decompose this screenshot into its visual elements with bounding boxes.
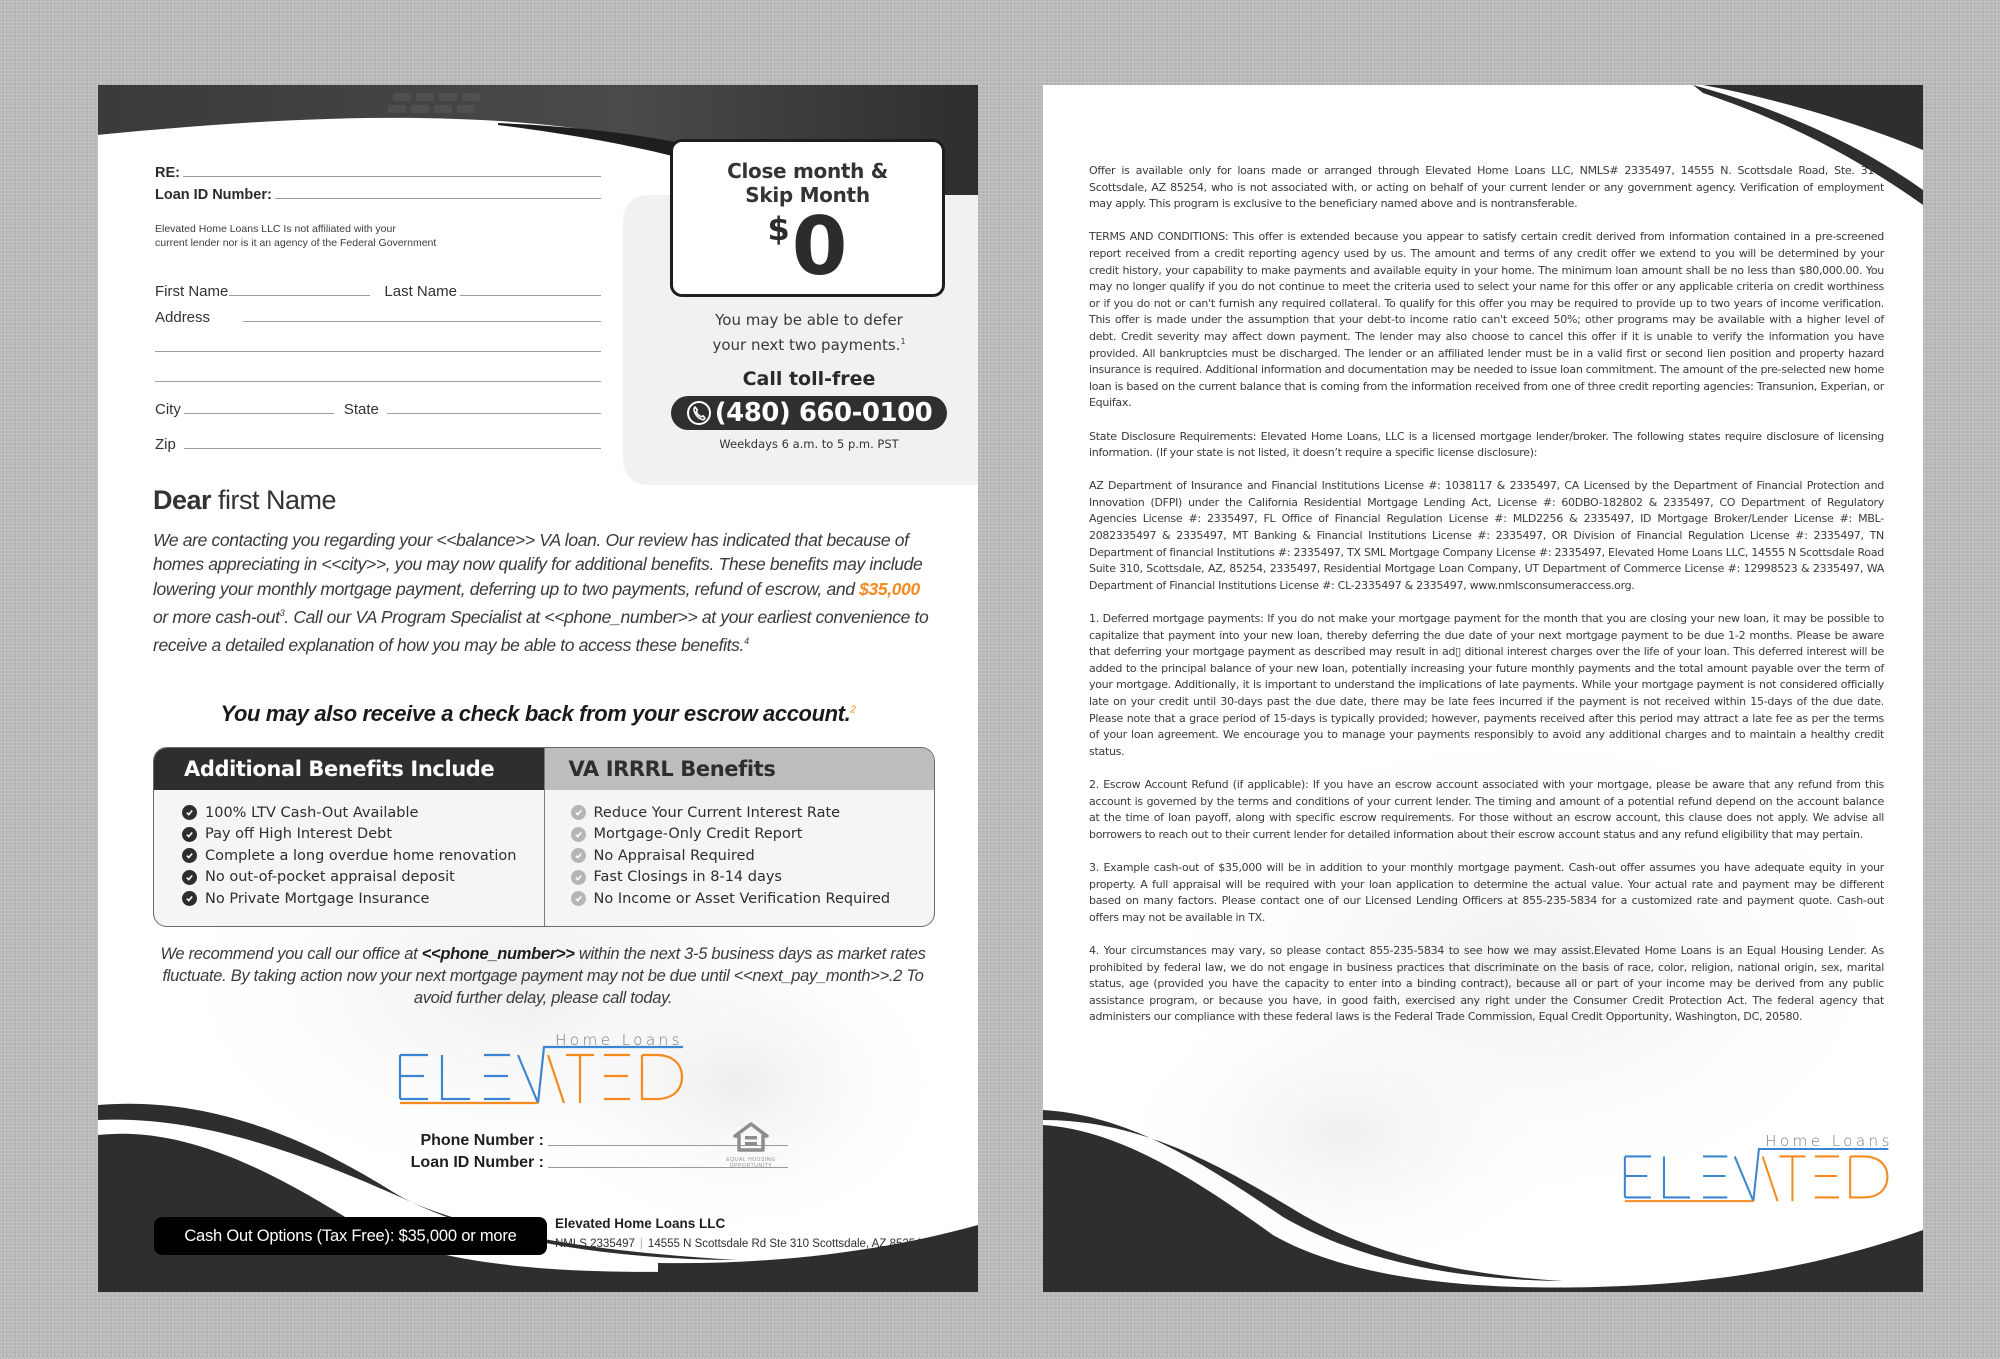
offer-amount xyxy=(673,200,942,301)
state-disclosure-paragraph: State Disclosure Requirements: Elevated Home Loans, LLC is a licensed mortgage lender/broker. The following states require disclosure of licensing information. (If your state is not listed, it doesn’t require a specific license disclosure): xyxy=(1089,429,1884,460)
benefit-text: No Private Mortgage Insurance xyxy=(205,890,430,907)
office-hours: Weekdays 6 a.m. to 5 p.m. PST xyxy=(719,437,899,451)
re-input-line[interactable] xyxy=(183,176,601,177)
check-circle-icon xyxy=(182,870,197,885)
va-irrrl-benefits-title: VA IRRRL Benefits xyxy=(545,748,935,790)
offer-title-line: Close month & xyxy=(727,159,888,183)
benefit-item xyxy=(571,845,935,867)
benefit-item xyxy=(182,888,544,910)
footnote-marker: 1 xyxy=(900,337,906,346)
terms-conditions-paragraph: TERMS AND CONDITIONS: This offer is extended because you appear to satisfy certain credit derived from information contained in a pre-screened report received from a credit reporting agency used by us. The amount and terms of any credit offer we extend to you will be determined by your credit history, your capability to make payments and available equity in your home. The minimum loan amount shall be no less than $80,000.00. You may no longer qualify if you do not continue to meet the criteria used to select your name for this offer or any applicable criteria on credit worthiness or if you do not or can't furnish any required collateral. To qualify for this offer you may be required to provide up to two years of income verification. This offer is made under the assumption that your debt-to income ratio can't exceed 50%; other programs may be available with a higher level of debt. Credit severity may affect down payment. The lender may also choose to cancel this offer if it is unable to verify the information you have provided. All bankruptcies must be discharged. The lender or an affiliated lender must be in a valid first or second lien position and property hazard insurance is required. Additional information and documentation may be needed to issue loan commitment. The amount of the pre-selected new home loan is based on the current balance that is coming from the information received from one of three credit reporting agencies: Transunion, Experian, or Equifax. xyxy=(1089,230,1884,410)
address-row-3 xyxy=(155,356,601,386)
cash-out-amount-highlight: $35,000 xyxy=(859,578,920,599)
benefit-text: Pay off High Interest Debt xyxy=(205,826,393,843)
elevated-logo xyxy=(1623,1132,1893,1207)
benefit-text: Complete a long overdue home renovation xyxy=(205,847,517,864)
company-street-address: 14555 N Scottsdale Rd Ste 310 Scottsdale, AZ 85254 xyxy=(647,1238,922,1250)
body-text: . Call our VA Program Specialist at <<phone_number>> at your earliest convenience to receive a detailed explanation of how you may be able to access these benefits. xyxy=(153,606,929,655)
phone-placeholder: <<phone_number>> xyxy=(421,945,575,963)
check-circle-icon xyxy=(571,870,586,885)
benefit-item xyxy=(571,867,935,889)
phone-number-field[interactable] xyxy=(248,1128,788,1150)
eho-line: OPPORTUNITY xyxy=(729,1163,773,1169)
currency-symbol: $ xyxy=(767,210,790,248)
check-circle-icon xyxy=(182,848,197,863)
greeting-bold: Dear xyxy=(153,485,212,515)
body-text: We are contacting you regarding your <<balance>> VA loan. Our review has indicated that because of homes appreciating in <<city>>, you may now qualify for additional benefits. These benefits may include lowering your monthly mortgage payment, deferring up to two payments, refund of escrow, and xyxy=(153,530,923,599)
address-line-1[interactable] xyxy=(243,321,601,322)
terms-and-disclosures xyxy=(1089,163,1884,1042)
disclaimer-line: current lender nor is it an agency of the Federal Government xyxy=(155,237,437,249)
response-fields xyxy=(248,1128,788,1172)
benefit-text: Mortgage-Only Credit Report xyxy=(593,826,803,843)
benefit-text: No Appraisal Required xyxy=(593,847,755,864)
defer-line: your next two payments. xyxy=(712,336,901,354)
additional-benefits-column xyxy=(154,748,544,926)
loan-id-label: Loan ID Number: xyxy=(155,187,272,203)
benefit-text: Fast Closings in 8-14 days xyxy=(593,869,782,886)
benefit-text: 100% LTV Cash-Out Available xyxy=(205,804,419,821)
affiliation-disclaimer xyxy=(155,222,515,250)
benefit-item xyxy=(571,824,935,846)
footnote-marker: 4 xyxy=(744,636,749,647)
recommend-text: We recommend you call our office at xyxy=(160,945,422,963)
zip-label: Zip xyxy=(155,436,176,453)
benefit-text: No Income or Asset Verification Required xyxy=(593,890,891,907)
skip-month-offer-box xyxy=(670,139,945,297)
offer-title-line: Skip Month xyxy=(745,183,870,207)
check-circle-icon xyxy=(182,827,197,842)
re-label: RE: xyxy=(155,165,180,181)
additional-benefits-title: Additional Benefits Include xyxy=(154,748,544,790)
benefit-text: Reduce Your Current Interest Rate xyxy=(593,804,841,821)
divider: | xyxy=(639,1238,643,1250)
recommend-text: within the next 3-5 business days as market rates fluctuate. By taking action now your next mortgage payment may not be due until <<next_pay_month>>.2 To avoid further delay, please call today. xyxy=(162,945,926,1007)
disclaimer-line: Elevated Home Loans LLC Is not affiliated with your xyxy=(155,223,396,235)
company-name: Elevated Home Loans LLC xyxy=(555,1216,726,1231)
check-circle-icon xyxy=(182,805,197,820)
footnote-3-paragraph: 3. Example cash-out of $35,000 will be in addition to your monthly mortgage payment. Cash-out offer assumes you have adequate equity in your property. A full appraisal will be required with your loan application to determine the actual value. Your actual rate and payment may be different based on many factors. Please contact one of our Licensed Lending Officers at 855-235-5834 for a customized rate and payment quote. Cash-out offers may not be available in TX. xyxy=(1089,860,1884,924)
zip-row xyxy=(155,418,601,453)
check-circle-icon xyxy=(182,891,197,906)
eho-line: EQUAL HOUSING xyxy=(726,1157,776,1163)
address-row xyxy=(155,300,601,326)
company-address-line xyxy=(555,1238,922,1250)
nmls-number: NMLS 2335497 xyxy=(555,1238,635,1250)
phone-icon xyxy=(686,400,712,426)
last-name-line[interactable] xyxy=(460,295,601,296)
re-field[interactable] xyxy=(155,159,601,181)
loan-id-field[interactable] xyxy=(155,181,601,203)
check-circle-icon xyxy=(571,848,586,863)
offer-paragraph: Offer is available only for loans made or arranged through Elevated Home Loans LLC, NMLS# 2335497, 14555 N. Scottsdale Road, Ste. 310, Scottsdale, AZ 85254, who is not associated with, or acting on behalf of your current lender or any government agency. Verification of employment may apply. This program is exclusive to the beneficiary named above and is nontransferable. xyxy=(1089,164,1884,211)
first-name-line[interactable] xyxy=(229,295,370,296)
footnote-1-paragraph: 1. Deferred mortgage payments: If you do not make your mortgage payment for the month that you are closing your new loan, it may be possible to capitalize that payment into your new loan, thereby deferring the due date of your next mortgage payment to be due 1-2 months. Please be aware that deferring your mortgage payment as described may result in ad▯ ditional interest charges over the life of your loan. This deferred interest will be added to the principal balance of your new loan, potentially increasing your future monthly payments and the total amount payable over the term of your mortgage. Additionally, it is important to understand the implications of late payments. While your mortgage payment is not considered officially late on your credit until 30-days past the due date, there may be late fees incurred if the payment is not received within 15-days of the due date. Please note that a grace period of 15-days is typically provided; however, payments received after this period may attract a late fee as per the terms of your loan agreement. We encourage you to manage your payments responsibly to avoid any additional charges and to maintain a healthy credit status. xyxy=(1089,612,1884,758)
benefit-item xyxy=(182,824,544,846)
call-toll-free-label: Call toll-free xyxy=(742,368,876,390)
city-label: City xyxy=(155,401,181,418)
benefit-item xyxy=(571,888,935,910)
call-recommendation xyxy=(158,943,928,1009)
mailer-back-page xyxy=(1043,85,1923,1292)
amount-value: 0 xyxy=(791,200,848,293)
address-line-2[interactable] xyxy=(155,351,601,352)
zip-line[interactable] xyxy=(184,448,601,449)
recipient-reference-block xyxy=(155,159,601,203)
cash-out-options-badge: Cash Out Options (Tax Free): $35,000 or more xyxy=(154,1217,547,1255)
address-line-3[interactable] xyxy=(155,381,601,382)
phone-number: (480) 660-0100 xyxy=(714,398,933,428)
greeting xyxy=(153,485,336,516)
va-irrrl-benefits-column xyxy=(544,748,935,926)
last-name-label: Last Name xyxy=(384,283,457,300)
logo-tagline: Home Loans xyxy=(1765,1132,1893,1150)
loan-id-input-line[interactable] xyxy=(275,198,601,199)
benefit-item xyxy=(182,845,544,867)
va-irrrl-benefits-list xyxy=(545,790,935,910)
benefit-item xyxy=(182,802,544,824)
state-label: State xyxy=(343,401,379,418)
logo-tagline: Home Loans xyxy=(555,1031,683,1049)
loan-id-response-field[interactable] xyxy=(248,1150,788,1172)
check-circle-icon xyxy=(571,805,586,820)
footnote-2-paragraph: 2. Escrow Account Refund (if applicable): If you have an escrow account associated with your mortgage, please be aware that any refund from this account is governed by the terms and conditions of your current lender. The timing and amount of a potential refund depend on the account balance at the time of loan payoff, along with specific escrow requirements. For those without an escrow account, this clause does not apply. We advise all borrowers to reach out to their current lender for detailed information about their escrow account status and any refund eligibility that may pertain. xyxy=(1089,777,1884,841)
toll-free-phone-button[interactable] xyxy=(671,396,947,430)
body-text: or more cash-out xyxy=(153,606,280,627)
defer-line: You may be able to defer xyxy=(715,311,903,329)
greeting-name: first Name xyxy=(211,485,337,515)
logo-wordmark-icon xyxy=(398,1045,688,1107)
state-line[interactable] xyxy=(387,413,601,414)
mailing-address-form xyxy=(155,270,601,453)
defer-payments-text xyxy=(673,310,945,356)
escrow-headline-text: You may also receive a check back from your escrow account. xyxy=(220,701,851,726)
equal-housing-logo xyxy=(716,1122,786,1169)
benefit-item xyxy=(571,802,935,824)
additional-benefits-list xyxy=(154,790,544,910)
benefit-item xyxy=(182,867,544,889)
elevated-logo xyxy=(398,1031,688,1105)
equal-housing-icon xyxy=(733,1122,769,1152)
address-row-2 xyxy=(155,326,601,356)
footnote-marker: 3 xyxy=(279,607,285,618)
benefits-comparison-box xyxy=(153,747,935,927)
phone-number-label: Phone Number : xyxy=(420,1132,544,1149)
footnote-4-paragraph: 4. Your circumstances may vary, so please contact 855-235-5834 to see how we may assist.Elevated Home Loans is an Equal Housing Lender. As prohibited by federal law, we do not engage in business practices that discriminate on the basis of race, color, religion, national origin, sex, marital status, age (provided you have the capacity to enter into a binding contract), because all or part of your income may be derived from any public assistance program, or because you have, in good faith, exercised any right under the Consumer Credit Protection Act. The federal agency that administers our compliance with these federal laws is the Federal Trade Commission, Equal Credit Opportunity, Washington, DC, 20580. xyxy=(1089,943,1884,1024)
address-label: Address xyxy=(155,309,211,326)
name-row xyxy=(155,270,601,300)
benefit-text: No out-of-pocket appraisal deposit xyxy=(205,869,455,886)
check-circle-icon xyxy=(571,891,586,906)
letter-body xyxy=(153,528,933,657)
loan-id-response-label: Loan ID Number : xyxy=(410,1154,544,1171)
mailer-front-page xyxy=(98,85,978,1292)
check-circle-icon xyxy=(571,827,586,842)
first-name-label: First Name xyxy=(155,283,229,300)
footnote-marker: 2 xyxy=(850,704,856,716)
licensing-paragraph: AZ Department of Insurance and Financial Institutions License #: 1038117 & 2335497, CA Licensed by the Department of Financial Protection and Innovation (DFPI) under the California Residential Mortgage Lending Act, License #: 60DBO-182802 & 2335497, CO Department of Regulatory Agencies License #: 2335497, FL Office of Financial Regulation License #: MLD2256 & 2335497, ID Mortgage Broker/Lender License #: MBL-2082335497 & 2335497, MT Banking & Financial Institutions License #: 2335497, OR Division of Financial Regulation License #: 2335497, TN Department of financial Institutions #: 2335497, TX SML Mortgage Company License #: 2335497, Elevated Home Loans LLC, 14555 N Scottsdale Road Suite 310, Scottsdale, AZ, 85254, 2335497, Residential Mortgage Loan Company, UT Department of Commerce License #: 12998523 & 2335497, WA Department of Financial Institutions License #: CL-2335497 & 2335497, www.nmlsconsumeraccess.org. xyxy=(1089,479,1884,592)
city-state-row xyxy=(155,386,601,418)
escrow-check-headline xyxy=(98,701,978,727)
logo-wordmark-icon xyxy=(1623,1147,1893,1205)
city-line[interactable] xyxy=(184,413,334,414)
